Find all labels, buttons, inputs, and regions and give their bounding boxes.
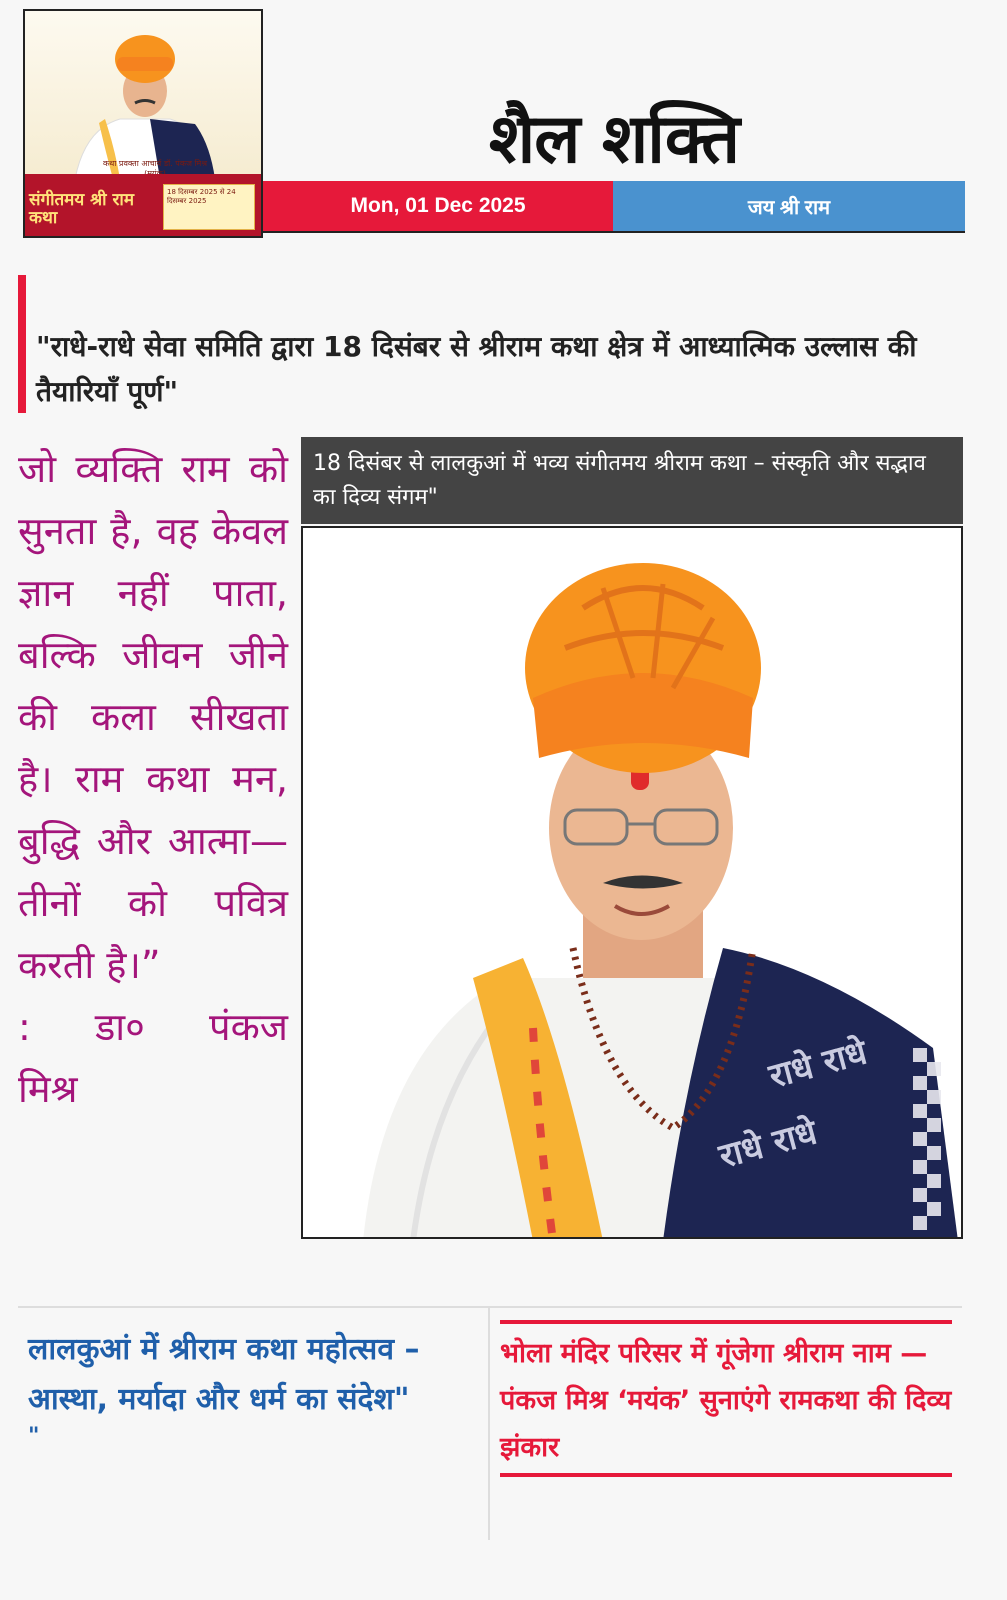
story-left-title[interactable]: लालकुआं में श्रीराम कथा महोत्सव – आस्था, मर्यादा और धर्म का संदेश"	[28, 1332, 420, 1417]
story-left-tail: "	[28, 1424, 40, 1449]
quote-author-line2: मिश्र	[18, 1067, 78, 1111]
poster-portrait-image	[65, 19, 225, 179]
story-left[interactable]	[28, 1325, 483, 1449]
main-headline[interactable]: "राधे-राधे सेवा समिति द्वारा 18 दिसंबर से श्रीराम कथा क्षेत्र में आध्यात्मिक उल्लास की तैयारियाँ पूर्ण"	[36, 330, 917, 408]
stories-top-divider	[18, 1306, 962, 1308]
quote-author-line1: : डा० पंकज	[18, 1005, 288, 1049]
quote-block	[18, 438, 288, 1120]
poster-title: संगीतमय श्री राम कथा	[29, 190, 134, 229]
poster-meta-text: कथा प्रवक्ता आचार्य डॉ. पंकज मिश्र	[103, 159, 207, 168]
story-right-bottom-rule	[500, 1473, 952, 1477]
poster-dates: 18 दिसम्बर 2025 से 24 दिसम्बर 2025	[163, 184, 255, 230]
masthead-title[interactable]: शैल शक्ति	[488, 100, 740, 179]
headline-accent-bar	[18, 275, 26, 413]
story-right-title[interactable]: भोला मंदिर परिसर में गूंजेगा श्रीराम नाम — पंकज मिश्र ‘मयंक’ सुनाएंगे रामकथा की दिव्य झंकार	[500, 1338, 952, 1463]
speaker-photo[interactable]	[301, 526, 963, 1239]
quote-text: जो व्यक्ति राम को सुनता है, वह केवल ज्ञान नहीं पाता, बल्कि जीवन जीने की कला सीखता है। राम कथा मन, बुद्धि और आत्मा— तीनों को पवित्र करती है।”	[18, 447, 288, 987]
motto-bar: जय श्री राम	[613, 181, 965, 231]
photo-caption[interactable]: 18 दिसंबर से लालकुआं में भव्य संगीतमय श्रीराम कथा – संस्कृति और सद्भाव का दिव्य संगम"	[301, 437, 963, 524]
speaker-portrait-image	[303, 528, 963, 1239]
stories-column-divider	[488, 1308, 490, 1540]
shawl-text-1: राधे राधे	[764, 1032, 872, 1097]
story-right-top-rule	[500, 1320, 952, 1324]
header-divider	[263, 231, 965, 233]
shawl-text-2: राधे राधे	[714, 1112, 822, 1177]
logo-poster[interactable]	[23, 9, 263, 238]
date-bar: Mon, 01 Dec 2025	[263, 181, 613, 231]
